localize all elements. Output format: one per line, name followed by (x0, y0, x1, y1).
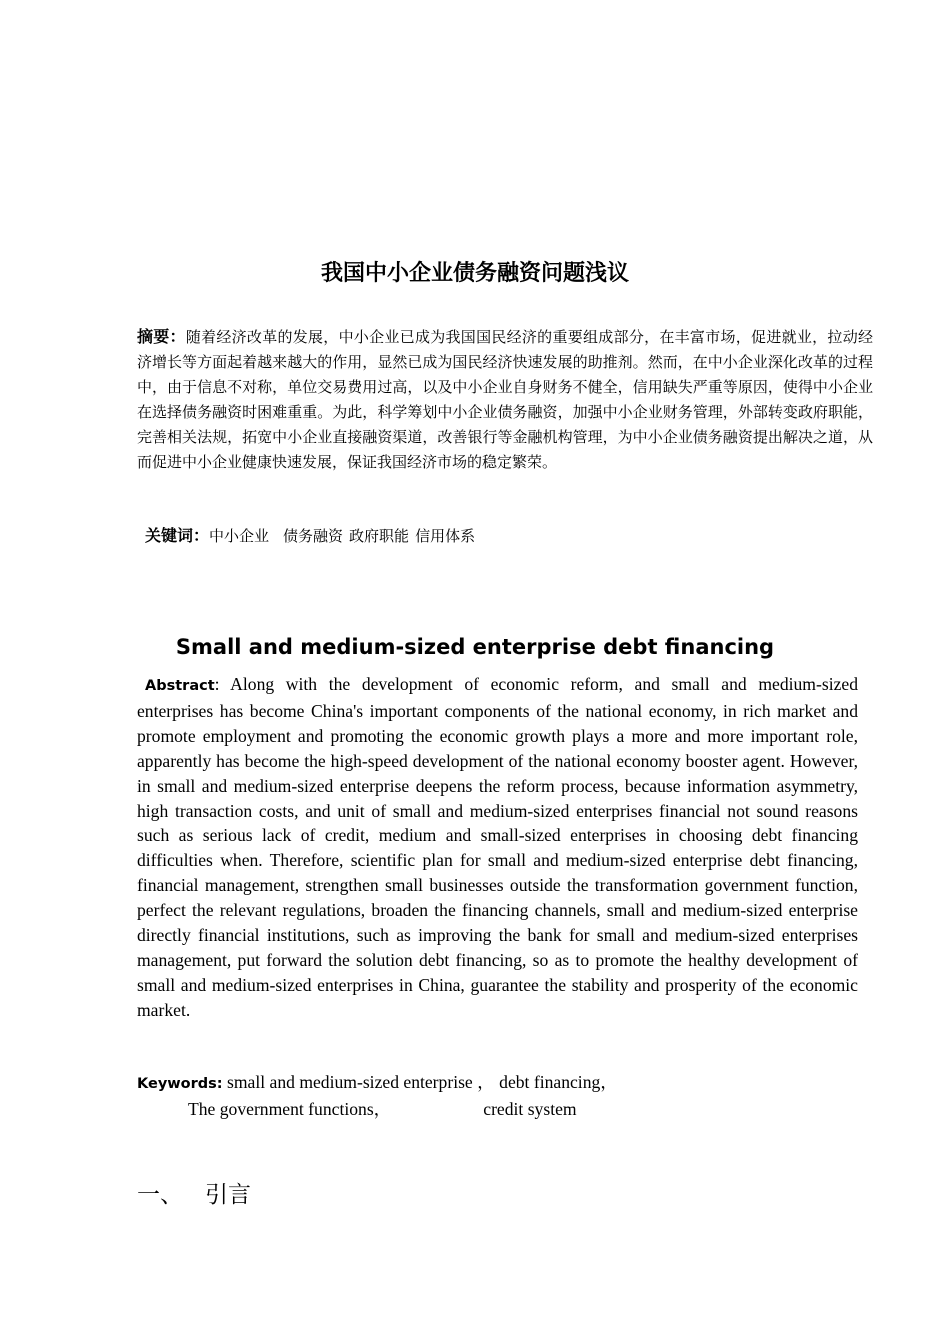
chinese-keyword: 政府职能 (349, 527, 410, 545)
chinese-keyword: 债务融资 (283, 527, 344, 545)
english-keyword: The government functions， (188, 1099, 392, 1119)
section-title: 引言 (205, 1182, 251, 1208)
chinese-abstract-text: 随着经济改革的发展，中小企业已成为我国国民经济的重要组成部分，在丰富市场，促进就业，拉动经济增长等方面起着越来越大的作用，显然已成为国民经济快速发展的助推剂。然而，在中小企业深化改革的过程中，由于信息不对称，单位交易费用过高，以及中小企业自身财务不健全，信用缺失严重等原因，使得中小企业在选择债务融资时困难重重。为此，科学筹划中小企业债务融资，加强中小企业财务管理，外部转变政府职能，完善相关法规，拓宽中小企业直接融资渠道，改善银行等金融机构管理，为中小企业债务融资提出解决之道，从而促进中小企业健康快速发展，保证我国经济市场的稳定繁荣。 (137, 328, 873, 471)
chinese-keywords-label: 关键词： (145, 526, 210, 545)
english-keyword: credit system (483, 1099, 577, 1119)
english-keyword: small and medium-sized enterprise ， (227, 1072, 495, 1092)
chinese-keywords (145, 523, 865, 549)
section-heading (137, 1178, 251, 1212)
english-keyword: debt financing， (499, 1072, 618, 1092)
chinese-keyword: 信用体系 (415, 527, 476, 545)
english-abstract-label: Abstract (145, 678, 215, 694)
english-abstract-text: Along with the development of economic reform, and small and medium-sized enterprises has become China's important components of the national economy, in rich market and promote employment and promoting the economic growth plays a more and more important role, apparently has become the high-speed development of the national economy booster agent. However, in small and medium-sized enterprise deepens the reform process, because information asymmetry, high transaction costs, and unit of small and medium-sized enterprises financial not sound reasons such as serious lack of credit, medium and small-sized enterprises in choosing debt financing difficulties when. Therefore, scientific plan for small and medium-sized enterprise debt financing, financial management, strengthen small businesses outside the transformation government function, perfect the relevant regulations, broaden the financing channels, small and medium-sized enterprise directly financial institutions, such as improving the bank for small and medium-sized enterprises management, put forward the solution debt financing, so as to promote the healthy development of small and medium-sized enterprises in China, guarantee the stability and prosperity of the economic market. (137, 674, 858, 1020)
english-keywords-line-2 (137, 1097, 858, 1122)
section-number: 一、 (137, 1182, 183, 1208)
english-keywords (137, 1070, 858, 1122)
chinese-title: 我国中小企业债务融资问题浅议 (320, 261, 629, 286)
english-abstract (137, 672, 858, 1023)
english-title: Small and medium-sized enterprise debt financing (175, 635, 775, 659)
chinese-abstract-label: 摘要： (137, 327, 186, 346)
english-keywords-label: Keywords: (137, 1076, 223, 1092)
chinese-keyword: 中小企业 (209, 527, 270, 545)
chinese-abstract (137, 324, 873, 475)
english-abstract-colon: : (214, 674, 220, 694)
